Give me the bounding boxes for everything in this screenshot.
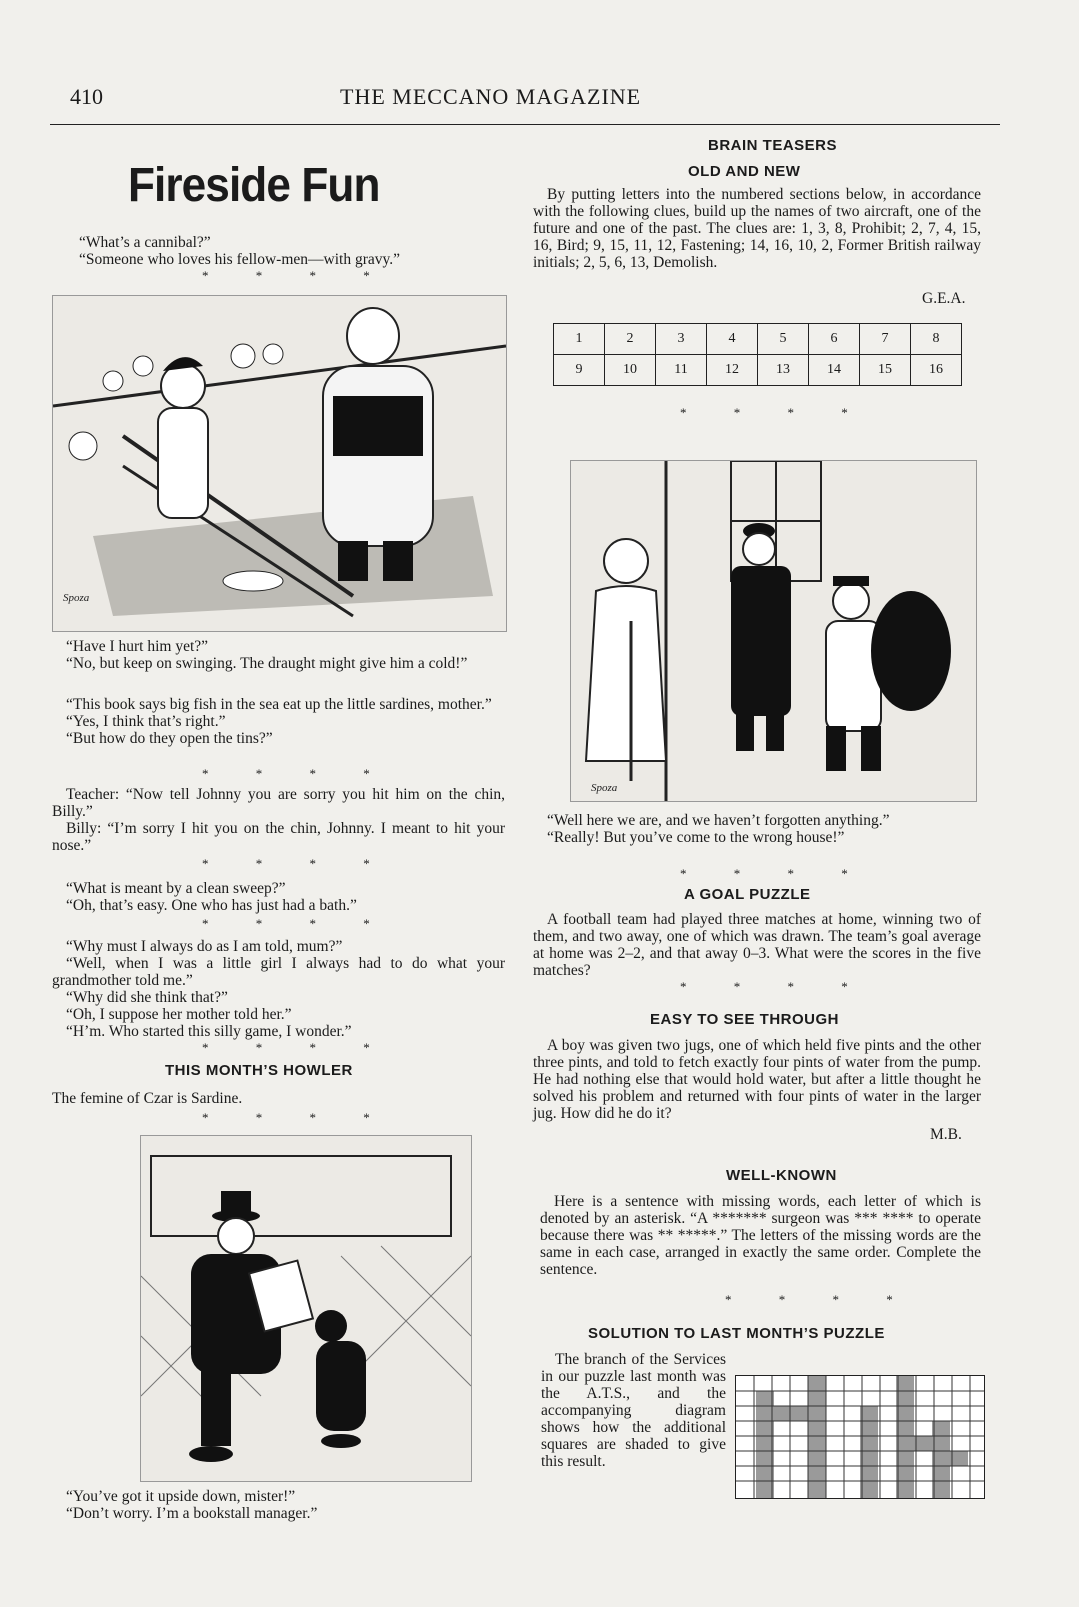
cartoon3-caption: “Well here we are, and we haven’t forgotten anything.” “Really! But you’ve come to the wrong house!” — [547, 812, 890, 846]
svg-text:Spoza: Spoza — [63, 592, 90, 604]
star-divider: * * * * — [202, 1110, 392, 1125]
header-rule — [50, 124, 1000, 125]
cartoon2-caption: “You’ve got it upside down, mister!” “Don’t worry. I’m a bookstall manager.” — [66, 1488, 318, 1522]
brain-teasers-heading: BRAIN TEASERS — [708, 137, 838, 154]
old-and-new-initials: G.E.A. — [922, 290, 966, 307]
joke-told: “Why must I always do as I am told, mum?” “Well, when I was a little girl I always had to do what your grandmother told me.” “Why did she think that?” “Oh, I suppose her mother told her.” “H’m. Who started this silly game, I wonder.” — [52, 938, 505, 1040]
fireside-fun-title: Fireside Fun — [128, 159, 380, 212]
star-divider: * * * * — [202, 916, 392, 931]
letter-grid: 1 2 3 4 5 6 7 8 9 10 11 12 13 14 15 16 — [553, 323, 962, 386]
old-and-new-text: By putting letters into the numbered sections below, in accordance with the following clues, build up the names of two aircraft, one of the future and one of the past. The clues are: 1, 3, 8, Prohibit; 2, 7, 4, 15, 16, Bird; 9, 15, 11, 12, Fastening; 14, 16, 10, 2, Former British railway initials; 2, 5, 6, 13, Demolish. — [533, 186, 981, 271]
joke-sardines: “This book says big fish in the sea eat up the little sardines, mother.” “Yes, I think that’s right.” “But how do they open the tins?” — [66, 696, 492, 747]
star-divider: * * * * — [680, 866, 870, 881]
star-divider: * * * * — [202, 766, 392, 781]
well-known-heading: WELL-KNOWN — [726, 1167, 837, 1184]
bookstall-cartoon — [140, 1135, 472, 1482]
goal-puzzle-text: A football team had played three matches at home, winning two of them, and two away, one of which was drawn. The team’s goal average at home was 2–2, and that away 0–3. What were the scores in the five matches? — [533, 911, 981, 979]
joke-chin: Teacher: “Now tell Johnny you are sorry you hit him on the chin, Billy.” Billy: “I’m sorry I hit you on the chin, Johnny. I meant to hit your nose.” — [52, 786, 505, 854]
well-known-text: Here is a sentence with missing words, each letter of which is denoted by an asterisk. “A ******* surgeon was *** **** to operate because there was ** *****.” The letters of the missing words are the same in each case, arranged in exactly the same order. Complete the sentence. — [540, 1193, 981, 1278]
star-divider: * * * * — [680, 405, 870, 420]
joke-cannibal: “What’s a cannibal?” “Someone who loves his fellow-men—with gravy.” — [79, 234, 400, 268]
magazine-title: THE MECCANO MAGAZINE — [340, 84, 642, 109]
star-divider: * * * * — [202, 856, 392, 871]
svg-text:Spoza: Spoza — [591, 782, 618, 794]
solution-diagram — [735, 1375, 985, 1499]
joke-sweep: “What is meant by a clean sweep?” “Oh, that’s easy. One who has just had a bath.” — [66, 880, 357, 914]
goal-puzzle-heading: A GOAL PUZZLE — [684, 886, 811, 903]
howler-text: The femine of Czar is Sardine. — [52, 1090, 243, 1107]
easy-initials: M.B. — [930, 1126, 962, 1143]
page-header — [70, 84, 1000, 114]
wrong-house-cartoon — [570, 460, 977, 802]
star-divider: * * * * — [725, 1292, 915, 1307]
solution-heading: SOLUTION TO LAST MONTH’S PUZZLE — [588, 1325, 885, 1342]
easy-text: A boy was given two jugs, one of which held five pints and the other three pints, and told to fetch exactly four pints of water from the pump. He had nothing else that would hold water, but after a little thought he solved his problem and returned with four pints of water in the larger jug. How did he do it? — [533, 1037, 981, 1122]
page-number: 410 — [70, 84, 103, 109]
howler-heading: THIS MONTH’S HOWLER — [165, 1062, 353, 1079]
old-and-new-heading: OLD AND NEW — [688, 163, 801, 180]
solution-text: The branch of the Services in our puzzle last month was the A.T.S., and the accompanying diagram shows how the additional squares are shaded to give this result. — [541, 1351, 726, 1470]
star-divider: * * * * — [680, 979, 870, 994]
easy-heading: EASY TO SEE THROUGH — [650, 1011, 839, 1028]
boxing-cartoon — [52, 295, 507, 632]
star-divider: * * * * — [202, 268, 392, 283]
star-divider: * * * * — [202, 1040, 392, 1055]
cartoon1-caption: “Have I hurt him yet?” “No, but keep on swinging. The draught might give him a cold!” — [66, 638, 468, 672]
